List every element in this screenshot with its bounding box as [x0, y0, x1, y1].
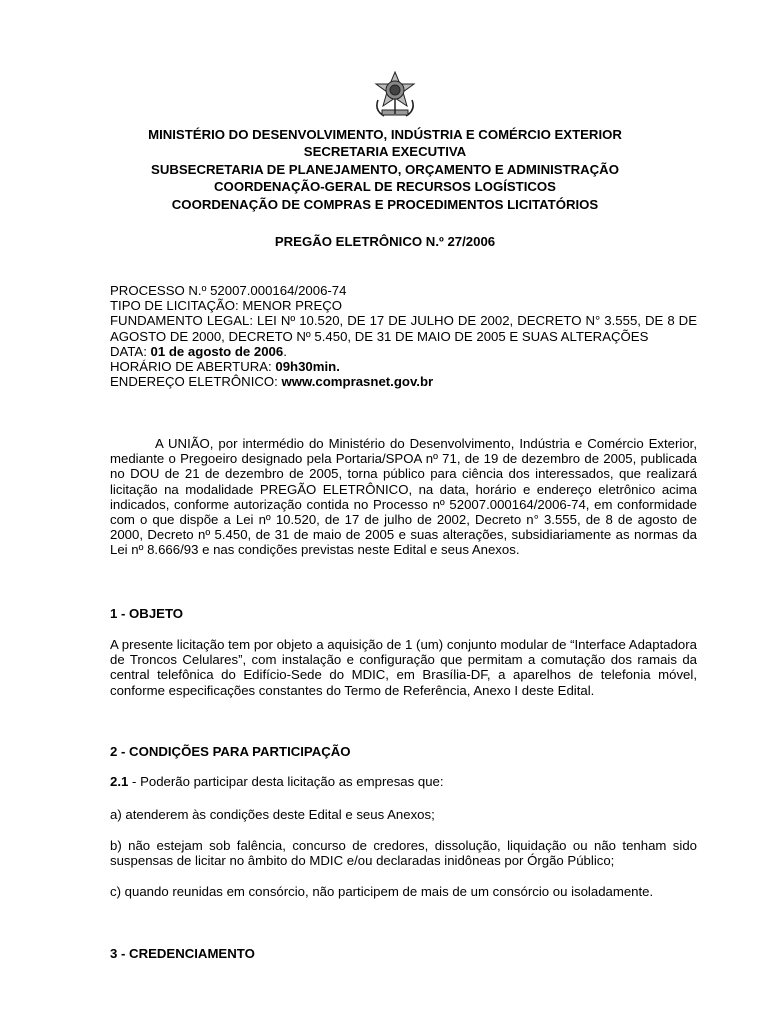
electronic-address-line [110, 374, 697, 389]
header-subsecretariat: SUBSECRETARIA DE PLANEJAMENTO, ORÇAMENTO E ADMINISTRAÇÃO [151, 161, 619, 177]
document-title: PREGÃO ELETRÔNICO N.º 27/2006 [274, 234, 496, 249]
bid-type: TIPO DE LICITAÇÃO: MENOR PREÇO [110, 298, 343, 314]
item-number: 2.1 [110, 774, 129, 789]
section-1-heading: 1 - OBJETO [110, 606, 184, 621]
opening-time-value: 09h30min. [275, 359, 340, 375]
opening-time-line [110, 359, 697, 374]
legal-basis: FUNDAMENTO LEGAL: LEI Nº 10.520, DE 17 DE JULHO DE 2002, DECRETO N° 3.555, DE 8 DE AGOSTO DE 2000, DECRETO Nº 5.450, DE 31 DE MAIO DE 2005 E SUAS ALTERAÇÕES [110, 313, 697, 344]
section-1-text: A presente licitação tem por objeto a aquisição de 1 (um) conjunto modular de “Interface Adaptadora de Troncos Celulares”, com instalação e configuração que permitam a comutação dos ramais da central telefônica do Edifício-Sede do MDIC, em Brasília-DF, a aparelhos de telefonia móvel, conforme especificações constantes do Termo de Referência, Anexo I deste Edital. [110, 637, 697, 698]
condition-c: c) quando reunidas em consórcio, não participem de mais de um consórcio ou isoladamente. [110, 884, 654, 899]
electronic-address-label: ENDEREÇO ELETRÔNICO: [110, 374, 282, 390]
electronic-address-value: www.comprasnet.gov.br [281, 374, 434, 390]
section-3-heading: 3 - CREDENCIAMENTO [110, 946, 255, 961]
intro-paragraph: A UNIÃO, por intermédio do Ministério do Desenvolvimento, Indústria e Comércio Exterior, mediante o Pregoeiro designado pela Portaria/SPOA nº 71, de 19 de dezembro de 2005, publicada no DOU de 21 de dezembro de 2005, torna público para ciência dos interessados, que realizará licitação na modalidade PREGÃO ELETRÔNICO, na data, horário e endereço eletrônico acima indicados, conforme autorização contida no Processo nº 52007.000164/2006-74, em conformidade com o que dispõe a Lei nº 10.520, de 17 de julho de 2002, Decreto n° 3.555, de 8 de agosto de 2000, Decreto nº 5.450, de 31 de maio de 2005 e suas alterações, subsidiariamente as normas da Lei nº 8.666/93 e nas condições previstas neste Edital e seus Anexos. [110, 436, 697, 558]
date-value: 01 de agosto de 2006 [150, 343, 284, 359]
section-2-heading: 2 - CONDIÇÕES PARA PARTICIPAÇÃO [110, 744, 351, 759]
date-label: DATA: [110, 343, 151, 359]
header-secretariat: SECRETARIA EXECUTIVA [303, 144, 467, 160]
condition-b: b) não estejam sob falência, concurso de credores, dissolução, liquidação ou não tenham sido suspensas de licitar no âmbito do MDIC e/ou declaradas inidôneas por Órgão Público; [110, 838, 697, 869]
date-suffix: . [283, 343, 287, 359]
section-2-1-item [110, 774, 697, 789]
institution-header [100, 126, 670, 213]
process-number: PROCESSO N.º 52007.000164/2006-74 [110, 283, 347, 298]
date-line [110, 344, 697, 359]
header-ministry: MINISTÉRIO DO DESENVOLVIMENTO, INDÚSTRIA E COMÉRCIO EXTERIOR [148, 127, 622, 142]
header-coordination: COORDENAÇÃO DE COMPRAS E PROCEDIMENTOS LICITATÓRIOS [171, 196, 599, 212]
condition-a: a) atenderem às condições deste Edital e seus Anexos; [110, 807, 435, 822]
header-coordination-general: COORDENAÇÃO-GERAL DE RECURSOS LOGÍSTICOS [214, 179, 556, 195]
process-info [110, 283, 697, 389]
coat-of-arms-emblem [370, 70, 420, 120]
item-text: - Poderão participar desta licitação as empresas que: [128, 774, 444, 789]
opening-time-label: HORÁRIO DE ABERTURA: [110, 359, 276, 375]
